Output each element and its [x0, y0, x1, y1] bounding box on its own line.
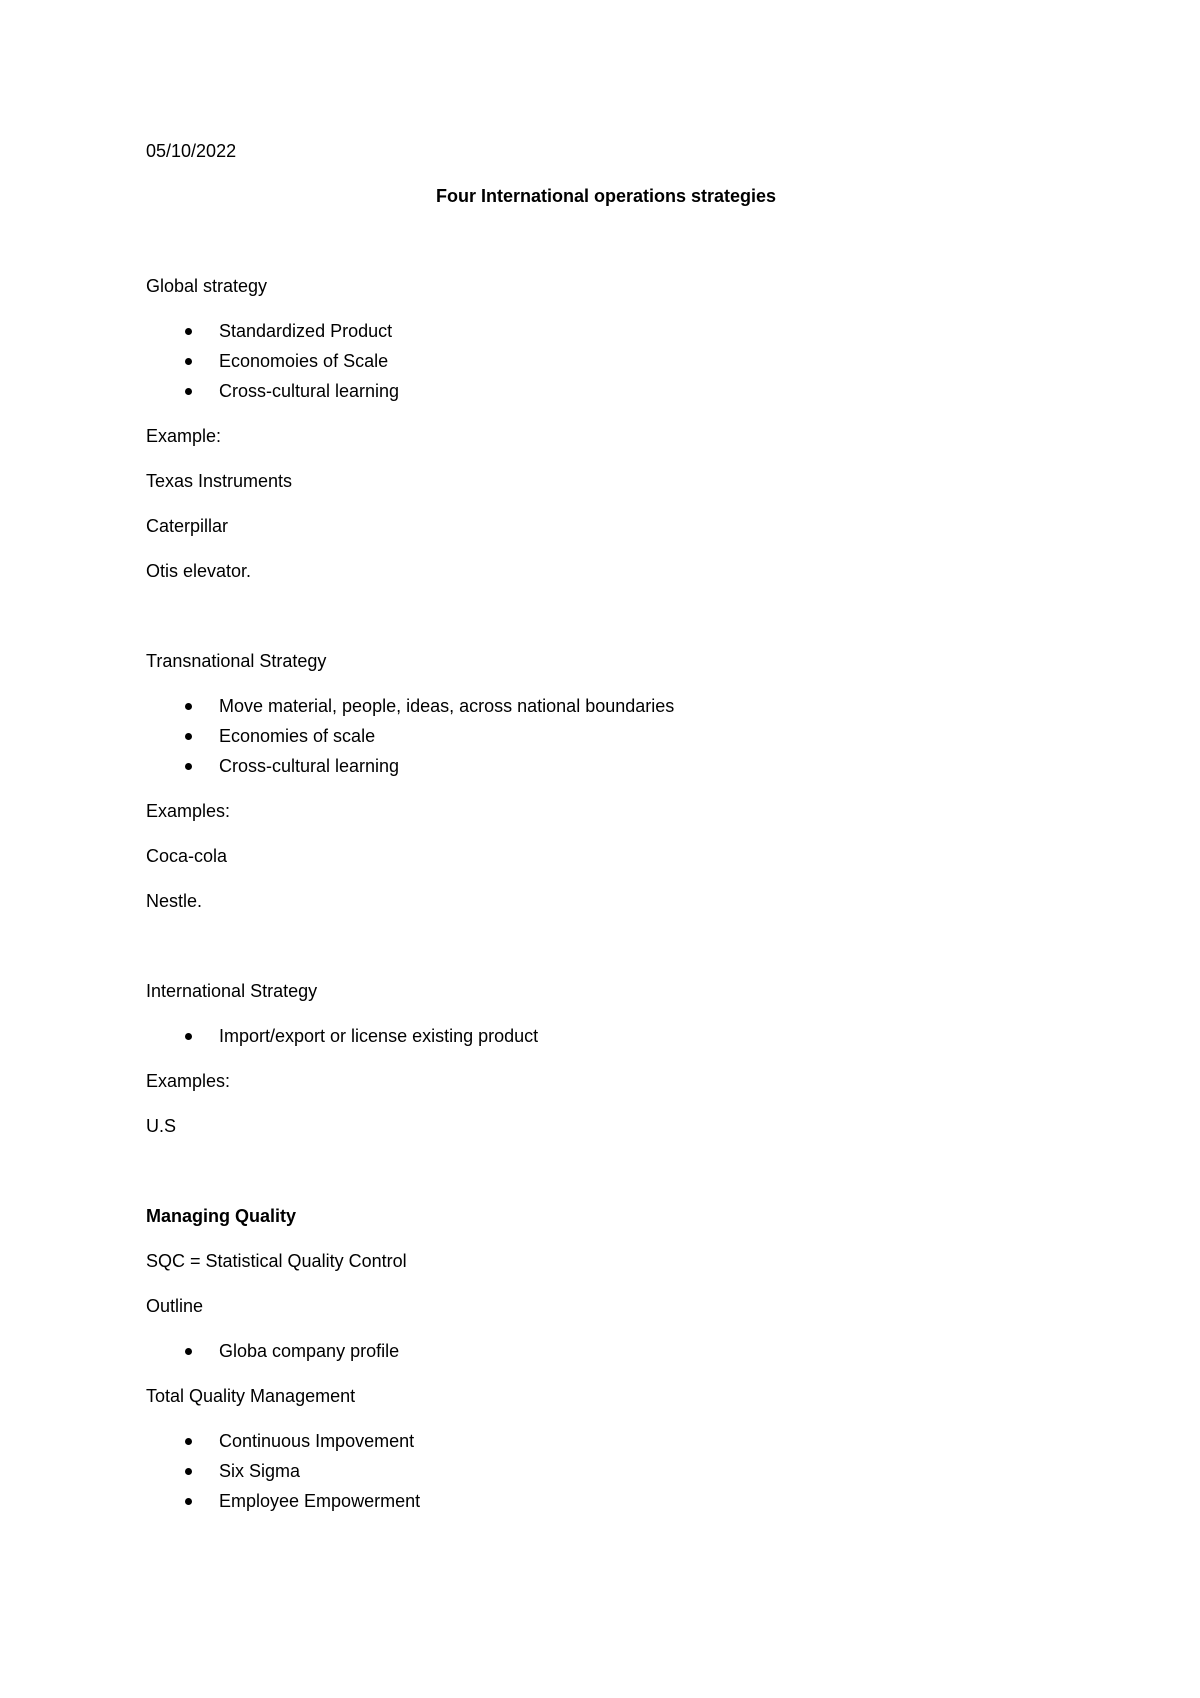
list-item-text: Economies of scale — [219, 726, 376, 746]
blank-line — [146, 226, 1066, 256]
bullet-list-tqm — [146, 1426, 1066, 1516]
bullet-icon — [185, 1438, 192, 1445]
bullet-icon — [185, 763, 192, 770]
list-item — [146, 1426, 1066, 1456]
bullet-icon — [185, 1348, 192, 1355]
example-item: Caterpillar — [146, 516, 229, 536]
example-item: Otis elevator. — [146, 561, 252, 581]
list-item — [146, 316, 1066, 346]
list-item — [146, 751, 1066, 781]
example-label: Examples: — [146, 801, 231, 821]
bullet-icon — [185, 328, 192, 335]
bullet-icon — [185, 733, 192, 740]
blank-line — [146, 931, 1066, 961]
list-item — [146, 376, 1066, 406]
bullet-icon — [185, 703, 192, 710]
bullet-list-outline — [146, 1336, 1066, 1366]
list-item-text: Employee Empowerment — [219, 1491, 421, 1511]
list-item-text: Cross-cultural learning — [219, 381, 400, 401]
list-item-text: Move material, people, ideas, across national boundaries — [219, 696, 675, 716]
bullet-icon — [185, 388, 192, 395]
tqm-label: Total Quality Management — [146, 1386, 356, 1406]
bullet-icon — [185, 1033, 192, 1040]
list-item — [146, 1456, 1066, 1486]
list-item-text: Cross-cultural learning — [219, 756, 400, 776]
section-heading-quality: Managing Quality — [146, 1206, 297, 1226]
blank-line — [146, 1156, 1066, 1186]
document-title: Four International operations strategies — [435, 186, 777, 206]
bullet-list-international — [146, 1021, 1066, 1051]
bullet-icon — [185, 358, 192, 365]
example-item: U.S — [146, 1116, 177, 1136]
list-item — [146, 346, 1066, 376]
example-item: Nestle. — [146, 891, 203, 911]
list-item-text: Import/export or license existing product — [219, 1026, 539, 1046]
list-item-text: Continuous Impovement — [219, 1431, 415, 1451]
list-item — [146, 1336, 1066, 1366]
example-label: Example: — [146, 426, 222, 446]
example-item: Coca-cola — [146, 846, 228, 866]
sqc-definition: SQC = Statistical Quality Control — [146, 1251, 407, 1271]
bullet-list-transnational — [146, 691, 1066, 781]
list-item-text: Six Sigma — [219, 1461, 301, 1481]
blank-line — [146, 601, 1066, 631]
list-item-text: Standardized Product — [219, 321, 393, 341]
bullet-icon — [185, 1468, 192, 1475]
list-item — [146, 1021, 1066, 1051]
list-item-text: Economoies of Scale — [219, 351, 389, 371]
list-item — [146, 1486, 1066, 1516]
section-heading-global: Global strategy — [146, 276, 268, 296]
section-heading-transnational: Transnational Strategy — [146, 651, 327, 671]
list-item-text: Globa company profile — [219, 1341, 400, 1361]
document-date: 05/10/2022 — [146, 141, 237, 161]
example-label: Examples: — [146, 1071, 231, 1091]
bullet-icon — [185, 1498, 192, 1505]
list-item — [146, 721, 1066, 751]
section-heading-international: International Strategy — [146, 981, 318, 1001]
list-item — [146, 691, 1066, 721]
bullet-list-global — [146, 316, 1066, 406]
outline-label: Outline — [146, 1296, 204, 1316]
example-item: Texas Instruments — [146, 471, 293, 491]
document-body — [146, 136, 1066, 1531]
